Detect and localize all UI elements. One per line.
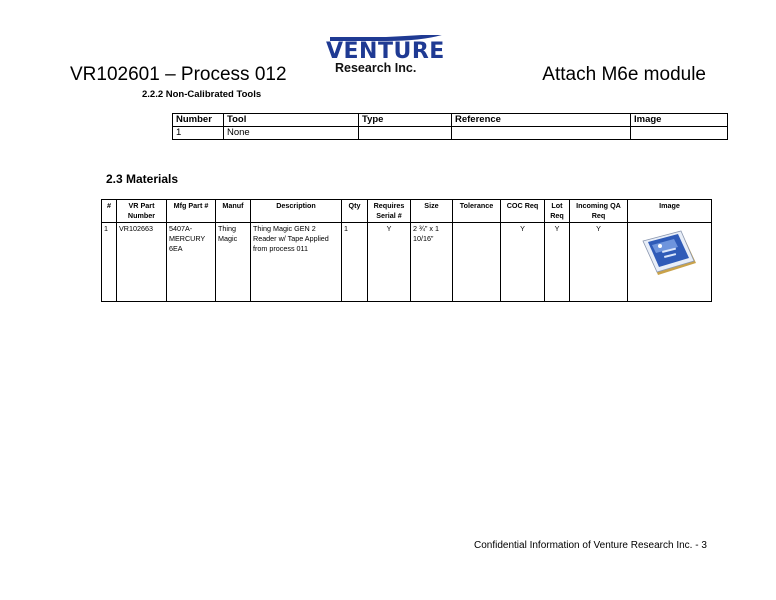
logo-sub-text: Research Inc. — [335, 61, 417, 75]
tool-reference — [452, 127, 631, 140]
tool-number: 1 — [173, 127, 224, 140]
column-header: Reference — [452, 114, 631, 127]
tool-name: None — [224, 127, 359, 140]
requires-serial: Y — [368, 223, 411, 302]
tools-section-title: 2.2.2 Non-Calibrated Tools — [142, 89, 262, 100]
rfid-module-icon — [638, 229, 700, 277]
column-header: Image — [631, 114, 728, 127]
column-header: Image — [628, 200, 712, 223]
column-header: Lot Req — [545, 200, 570, 223]
logo-main-text: VENTURE — [326, 39, 445, 64]
column-header: Tolerance — [453, 200, 501, 223]
material-number: 1 — [102, 223, 117, 302]
column-header: Qty — [342, 200, 368, 223]
column-header: Tool — [224, 114, 359, 127]
column-header: COC Req — [501, 200, 545, 223]
size: 2 ¾” x 1 10/16” — [411, 223, 453, 302]
coc-req: Y — [501, 223, 545, 302]
tolerance — [453, 223, 501, 302]
tool-image — [631, 127, 728, 140]
column-header: Manuf — [216, 200, 251, 223]
material-image — [628, 223, 712, 302]
column-header: Requires Serial # — [368, 200, 411, 223]
vr-part-number: VR102663 — [117, 223, 167, 302]
mfg-part-number: 5407A-MERCURY 6EA — [167, 223, 216, 302]
step-title: Attach M6e module — [542, 64, 706, 85]
column-header: # — [102, 200, 117, 223]
tool-type — [359, 127, 452, 140]
quantity: 1 — [342, 223, 368, 302]
table-row — [102, 223, 712, 302]
table-row — [173, 127, 728, 140]
venture-logo — [326, 35, 451, 79]
footer-text: Confidential Information of Venture Research Inc. - 3 — [474, 540, 707, 551]
column-header: Type — [359, 114, 452, 127]
document-title: VR102601 – Process 012 — [70, 64, 287, 85]
column-header: Description — [251, 200, 342, 223]
materials-section-title: 2.3 Materials — [106, 172, 179, 186]
table-header-row — [173, 114, 728, 127]
lot-req: Y — [545, 223, 570, 302]
incoming-qa-req: Y — [570, 223, 628, 302]
column-header: Number — [173, 114, 224, 127]
column-header: VR Part Number — [117, 200, 167, 223]
table-header-row — [102, 200, 712, 223]
materials-table — [101, 199, 712, 302]
column-header: Size — [411, 200, 453, 223]
description: Thing Magic GEN 2 Reader w/ Tape Applied from process 011 — [251, 223, 342, 302]
column-header: Mfg Part # — [167, 200, 216, 223]
column-header: Incoming QA Req — [570, 200, 628, 223]
tools-table — [172, 113, 728, 140]
manufacturer: Thing Magic — [216, 223, 251, 302]
